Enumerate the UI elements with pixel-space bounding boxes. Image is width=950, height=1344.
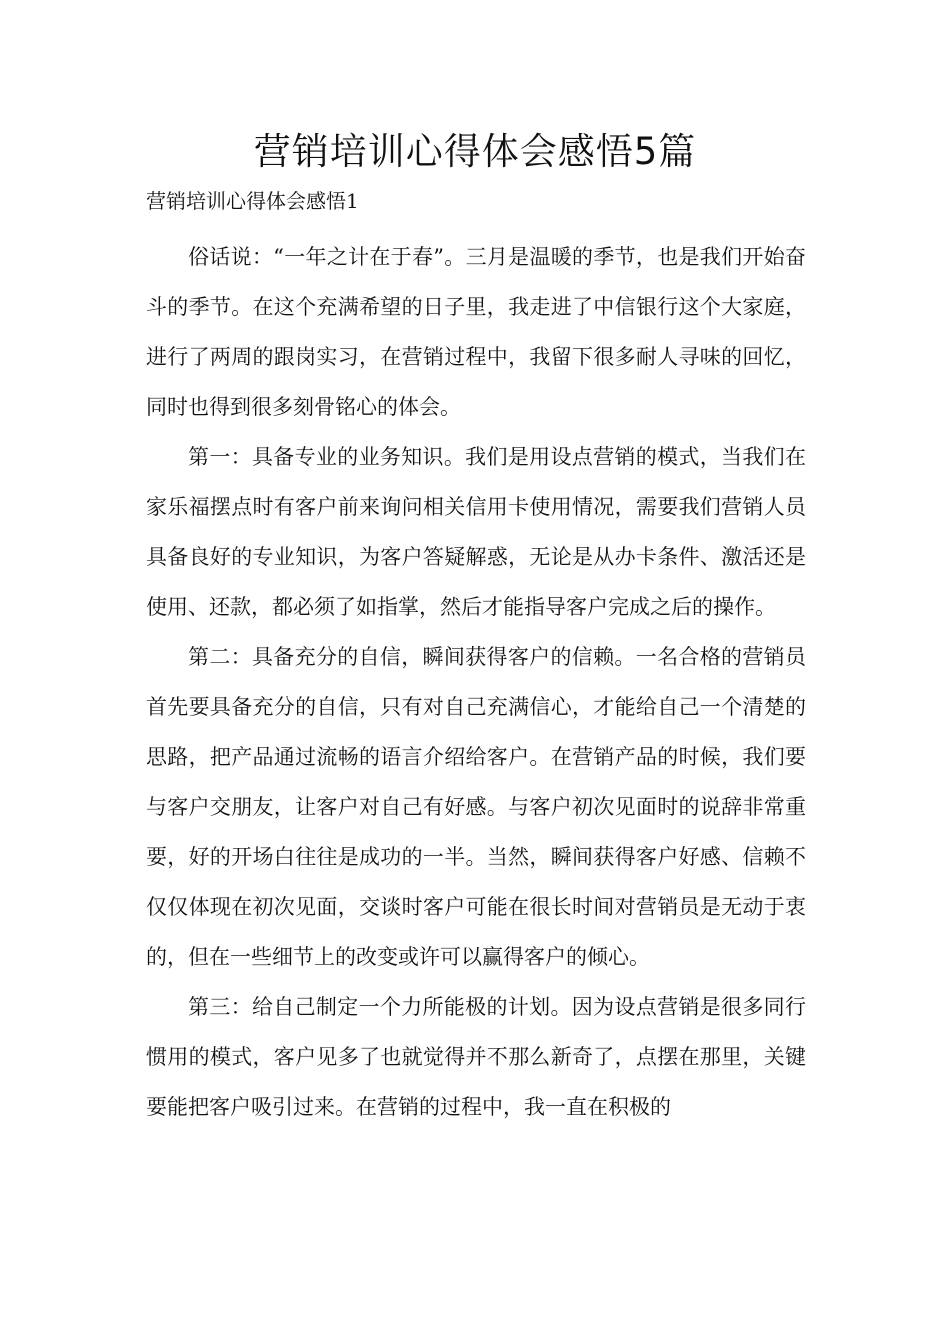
document-title: 营销培训心得体会感悟5篇	[253, 130, 697, 173]
paragraph-point-2: 第二：具备充分的自信，瞬间获得客户的信赖。一名合格的营销员首先要具备充分的自信，只有对自己充满信心，才能给自己一个清楚的思路，把产品通过流畅的语言介绍给客户。在营销产品的时候，我们要与客户交朋友，让客户对自己有好感。与客户初次见面时的说辞非常重要，好的开场白往往是成功的一半。当然，瞬间获得客户好感、信赖不仅仅体现在初次见面，交谈时客户可能在很长时间对营销员是无动于衷的，但在一些细节上的改变或许可以赢得客户的倾心。	[146, 645, 806, 969]
paragraph-intro: 俗话说：“一年之计在于春”。三月是温暖的季节，也是我们开始奋斗的季节。在这个充满希望的日子里，我走进了中信银行这个大家庭，进行了两周的跟岗实习，在营销过程中，我留下很多耐人寻味的回忆，同时也得到很多刻骨铭心的体会。	[146, 245, 806, 419]
document-subtitle: 营销培训心得体会感悟1	[146, 189, 359, 213]
document-body	[146, 232, 806, 1132]
paragraph-point-1: 第一：具备专业的业务知识。我们是用设点营销的模式，当我们在家乐福摆点时有客户前来询问相关信用卡使用情况，需要我们营销人员具备良好的专业知识，为客户答疑解惑，无论是从办卡条件、激活还是使用、还款，都必须了如指掌，然后才能指导客户完成之后的操作。	[146, 445, 806, 619]
paragraph-point-3: 第三：给自己制定一个力所能极的计划。因为设点营销是很多同行惯用的模式，客户见多了也就觉得并不那么新奇了，点摆在那里，关键要能把客户吸引过来。在营销的过程中，我一直在积极的	[146, 995, 806, 1119]
